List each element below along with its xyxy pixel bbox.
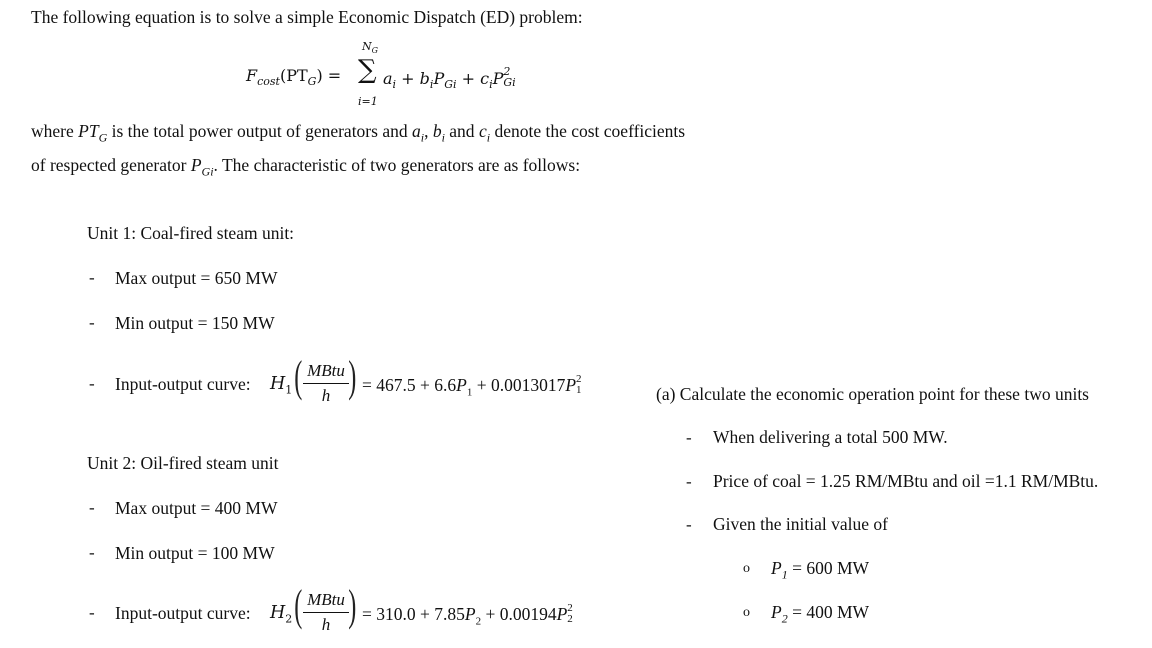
sub-bullet-0: o (743, 561, 750, 576)
body-plus-b: + b (396, 69, 430, 88)
unit1-fraction-num: MBtu (307, 361, 345, 380)
sum-lower-limit: i=1 (358, 95, 378, 108)
unit1-title: Unit 1: Coal-fired steam unit: (87, 223, 295, 243)
formula-lhs (246, 66, 341, 88)
sub-item-1-var: P (771, 602, 782, 622)
question-text: (a) Calculate the economic operation point for these two units (656, 384, 1089, 404)
unit2-rhs-p2: P (556, 604, 568, 624)
unit1-min-dash: - (89, 313, 95, 332)
unit1-rhs-b: + 0.0013017 (472, 375, 566, 395)
sum-upper-limit (362, 40, 378, 55)
unit2-curve-dash: - (89, 603, 95, 622)
sub-item-0-var: P (771, 558, 782, 578)
unit1-right-paren: ) (348, 352, 357, 401)
respected-w2: . The characteristic of two generators are as follows: (213, 155, 581, 175)
unit1-max: Max output = 650 MW (115, 268, 278, 288)
unit2-curve-label: Input-output curve: (115, 603, 251, 623)
where-v2: a (411, 121, 421, 141)
where-v4: c (478, 121, 487, 141)
body-p2: P (492, 69, 504, 88)
respected-v1-sub: Gi (201, 164, 214, 179)
unit1-h (270, 374, 292, 397)
unit1-rhs-p2: P (565, 375, 577, 395)
unit2-rhs-a: = 310.0 + 7.85 (362, 604, 465, 624)
sub-item-1-sub: 2 (781, 611, 788, 626)
unit2-right-paren: ) (348, 581, 357, 630)
where-v1-sub: G (98, 130, 108, 145)
unit1-rhs-p2-sup: 2 (576, 373, 582, 385)
where-v3-sub: i (441, 130, 445, 145)
unit2-rhs-p2-sup: 2 (567, 602, 573, 614)
formula-lhs-arg: (PT (279, 66, 308, 85)
unit1-min: Min output = 150 MW (115, 313, 275, 333)
unit2-max: Max output = 400 MW (115, 498, 278, 518)
sub-item-0-sub: 1 (781, 567, 788, 582)
unit1-fraction-bar (303, 383, 349, 384)
unit2-left-paren: ( (294, 581, 303, 630)
unit2-min-dash: - (89, 543, 95, 562)
unit2-fraction-bar (303, 612, 349, 613)
unit1-rhs-a: = 467.5 + 6.6 (362, 375, 457, 395)
where-v1: PT (78, 121, 99, 141)
unit1-fraction-den: h (321, 386, 331, 405)
question-item-2: Given the initial value of (713, 514, 888, 534)
body-a: a (383, 69, 393, 88)
sub-item-0-rest: = 600 MW (787, 558, 870, 578)
where-line (31, 121, 685, 146)
where-w3: , (424, 121, 433, 141)
unit1-h-letter: H (270, 374, 286, 394)
intro-text: The following equation is to solve a simple Economic Dispatch (ED) problem: (31, 7, 583, 27)
body-b-sub: i (429, 78, 434, 92)
where-v3: b (432, 121, 442, 141)
formula-lhs-sub: cost (257, 75, 280, 89)
unit1-rhs-p2-sub: 1 (576, 384, 582, 396)
formula-lhs-close: ) = (316, 66, 342, 85)
unit1-curve-label: Input-output curve: (115, 374, 251, 394)
where-w5: denote the cost coefficients (490, 121, 686, 141)
unit2-max-dash: - (89, 498, 95, 517)
body-plus-c: + c (456, 69, 490, 88)
unit2-rhs-p: P (464, 604, 476, 624)
where-v4-sub: i (486, 130, 491, 145)
body-a-sub: i (392, 78, 397, 92)
sub-item-0 (771, 558, 869, 583)
respected-line (31, 155, 580, 180)
unit2-fraction-num: MBtu (307, 590, 345, 609)
unit2-h-sub: 2 (285, 612, 293, 626)
sub-bullet-1: o (743, 605, 750, 620)
formula-lhs-f: F (246, 66, 258, 85)
unit1-left-paren: ( (294, 352, 303, 401)
unit2-rhs-p-sub: 2 (475, 615, 482, 628)
unit2-fraction-den: h (321, 615, 331, 634)
respected-v1: P (190, 155, 202, 175)
upper-limit-n: N (362, 40, 372, 53)
sub-item-1 (771, 602, 869, 627)
unit2-title: Unit 2: Oil-fired steam unit (87, 453, 279, 473)
unit2-h (270, 603, 292, 626)
unit2-h-letter: H (270, 603, 286, 623)
unit1-h-sub: 1 (285, 383, 293, 397)
question-item-dash-1: - (686, 472, 692, 491)
body-p: P (433, 69, 445, 88)
unit2-rhs (362, 603, 573, 628)
body-p-sub: Gi (444, 78, 457, 92)
question-item-dash-2: - (686, 515, 692, 534)
where-w4: and (444, 121, 479, 141)
unit1-curve-dash: - (89, 374, 95, 393)
sub-item-1-rest: = 400 MW (787, 602, 870, 622)
question-item-dash-0: - (686, 428, 692, 447)
unit1-rhs (362, 374, 582, 399)
unit2-min: Min output = 100 MW (115, 543, 275, 563)
unit1-fraction (303, 361, 349, 406)
where-v2-sub: i (420, 130, 425, 145)
unit2-fraction (303, 590, 349, 635)
sum-symbol: ∑ (358, 55, 377, 85)
question-item-1: Price of coal = 1.25 RM/MBtu and oil =1.1 RM/MBtu. (713, 471, 1099, 491)
body-c-sub: i (489, 78, 493, 92)
unit2-rhs-p2-sub: 2 (567, 613, 573, 625)
formula-body (383, 66, 516, 91)
upper-limit-sub: G (371, 46, 379, 56)
unit2-rhs-b: + 0.00194 (481, 604, 557, 624)
where-w2: is the total power output of generators and (107, 121, 412, 141)
body-p2-sup: 2 (503, 65, 511, 78)
question-item-0: When delivering a total 500 MW. (713, 427, 948, 447)
respected-w1: of respected generator (31, 155, 191, 175)
where-w1: where (31, 121, 79, 141)
body-p2-sub: Gi (503, 76, 516, 89)
formula-lhs-arg-sub: G (307, 75, 317, 89)
unit1-max-dash: - (89, 268, 95, 287)
unit1-rhs-p: P (456, 375, 467, 395)
unit1-rhs-p-sub: 1 (466, 386, 473, 399)
